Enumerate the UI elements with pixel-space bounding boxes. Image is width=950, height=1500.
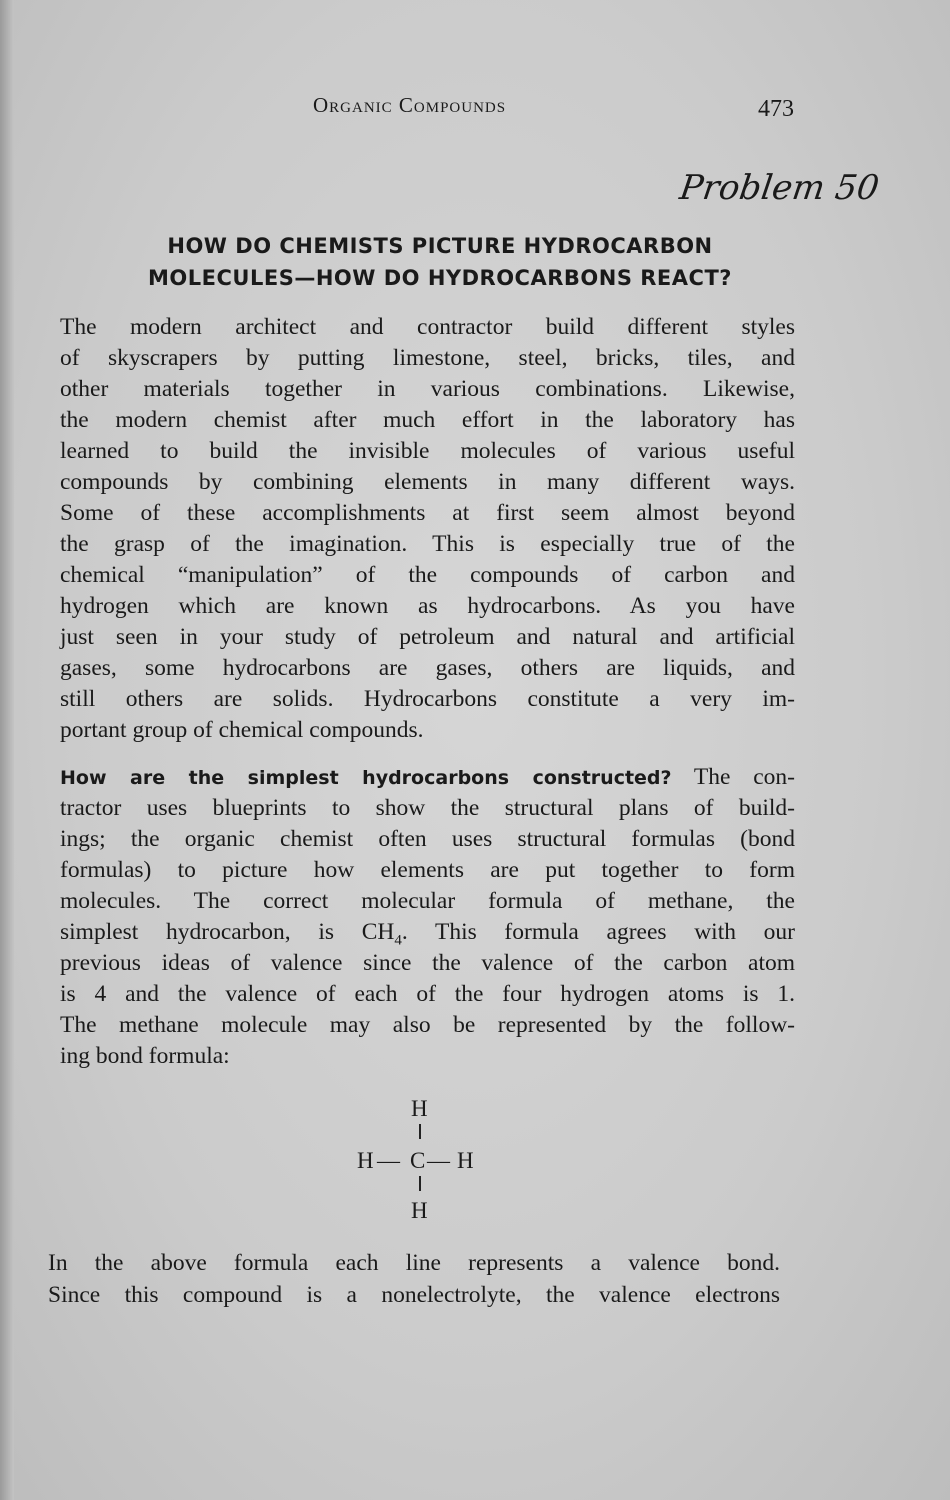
bond-line (419, 1124, 421, 1139)
text-line (60, 764, 795, 791)
text-line: hydrogen which are known as hydrocarbons. As you have (60, 593, 795, 619)
text-line: ing bond formula: (60, 1043, 230, 1069)
atom-h-right: H (457, 1148, 474, 1173)
text-line: tractor uses blueprints to show the structural plans of build- (60, 795, 795, 821)
bond-right: — (427, 1148, 450, 1173)
text-run: The con- (693, 764, 795, 790)
text-line: is 4 and the valence of each of the four hydrogen atoms is 1. (60, 981, 795, 1007)
bond-left: — (377, 1148, 400, 1173)
inline-heading: How are the simplest hydrocarbons constructed? (60, 767, 672, 789)
section-title-line: HOW DO CHEMISTS PICTURE HYDROCARBON (167, 234, 713, 258)
text-line: formulas) to picture how elements are put together to form (60, 857, 795, 883)
text-line: portant group of chemical compounds. (60, 717, 424, 743)
text-line: the grasp of the imagination. This is especially true of the (60, 531, 795, 557)
text-line: Some of these accomplishments at first seem almost beyond (60, 500, 795, 526)
text-line: ings; the organic chemist often uses structural formulas (bond (60, 826, 795, 852)
running-header: Organic Compounds (313, 93, 507, 117)
text-line: other materials together in various combinations. Likewise, (60, 376, 795, 402)
atom-h-bottom: H (411, 1198, 428, 1223)
text-line: the modern chemist after much effort in the laboratory has (60, 407, 795, 433)
text-line: just seen in your study of petroleum and natural and artificial (60, 624, 795, 650)
text-run: . This formula agrees with our (401, 919, 795, 945)
text-line: still others are solids. Hydrocarbons constitute a very im- (60, 686, 795, 712)
text-line: of skyscrapers by putting limestone, steel, bricks, tiles, and (60, 345, 795, 371)
atom-h-left: H (357, 1148, 374, 1173)
page-spine (0, 0, 14, 1500)
text-line: previous ideas of valence since the valence of the carbon atom (60, 950, 795, 976)
text-line: gases, some hydrocarbons are gases, others are liquids, and (60, 655, 795, 681)
text-line: compounds by combining elements in many different ways. (60, 469, 795, 495)
text-line: The modern architect and contractor build different styles (60, 314, 795, 340)
text-line: learned to build the invisible molecules of various useful (60, 438, 795, 464)
section-title-line: MOLECULES—HOW DO HYDROCARBONS REACT? (148, 266, 732, 290)
text-line (60, 919, 795, 950)
text-line: molecules. The correct molecular formula of methane, the (60, 888, 795, 914)
bond-line (419, 1176, 421, 1191)
text-line: In the above formula each line represents a valence bond. (48, 1250, 780, 1276)
atom-c: C (410, 1148, 426, 1173)
text-line: Since this compound is a nonelectrolyte, the valence electrons (48, 1282, 780, 1308)
problem-label: Problem 50 (677, 168, 882, 208)
page-number: 473 (758, 96, 794, 122)
text-line: chemical “manipulation” of the compounds of carbon and (60, 562, 795, 588)
subscript: 4 (394, 932, 402, 949)
text-line: The methane molecule may also be represented by the follow- (60, 1012, 795, 1038)
text-run: simplest hydrocarbon, is CH (60, 919, 395, 945)
atom-h-top: H (411, 1096, 428, 1121)
